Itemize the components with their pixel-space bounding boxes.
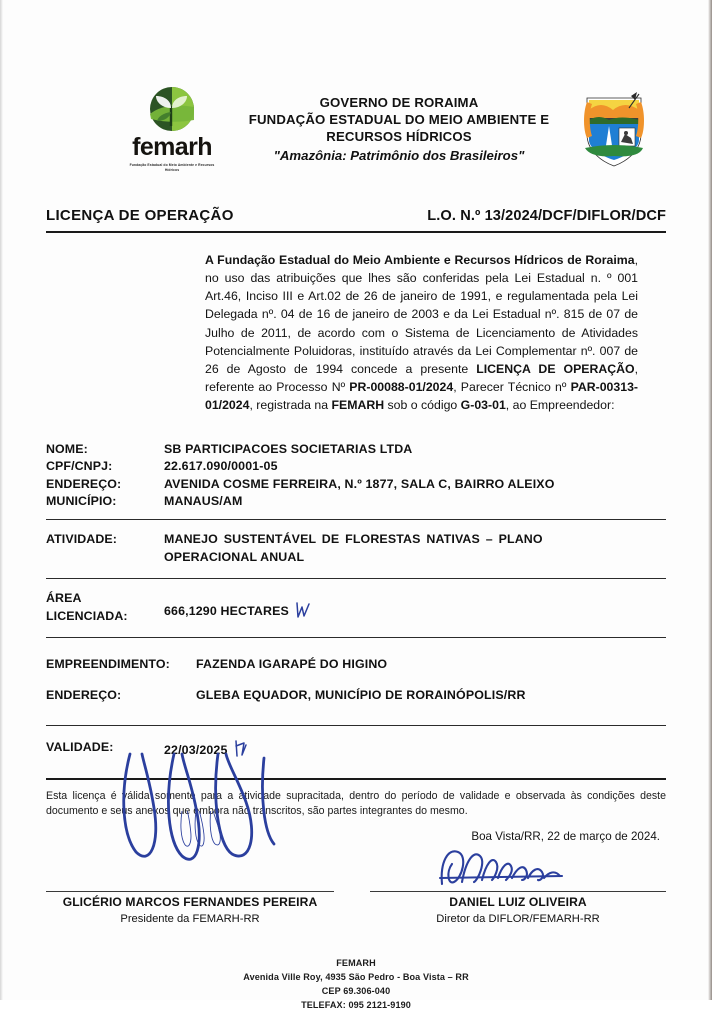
venture-endereco-label: ENDEREÇO: (46, 688, 122, 703)
license-type-label: LICENÇA DE OPERAÇÃO (46, 206, 234, 224)
atividade-label: ATIVIDADE: (46, 532, 117, 546)
intro-process-prefix: , referente ao Processo Nº (205, 362, 639, 395)
intro-opinion-number: PAR-00313-01/2024 (205, 380, 638, 413)
femarh-logo-subtitle: Fundação Estadual do Meio Ambiente e Recursos Hídricos (129, 163, 215, 172)
intro-process-number: PR-00088-01/2024 (349, 380, 454, 395)
nome-label: NOME: (46, 441, 88, 456)
intro-registered-prefix: , registrada na (249, 398, 332, 413)
validade-ink-initial-icon (233, 739, 251, 765)
municipio-value: MANAUS/AM (164, 494, 243, 509)
intro-code-value: G-03-01 (460, 398, 506, 413)
cnpj-value: 22.617.090/0001-05 (164, 459, 278, 474)
director-signature-line (370, 891, 666, 892)
header-title-resources: RECURSOS HÍDRICOS (326, 128, 472, 144)
footer-cep: CEP 69.306-040 (321, 986, 391, 997)
intro-suffix: , ao Empreendedor: (505, 398, 615, 413)
signature-block-president (46, 891, 334, 926)
field-row-municipio (46, 493, 666, 511)
intro-legal-basis: , no uso das atribuições que lhes são conferidas pela Lei Estadual n. º 001 Art.46, Inciso III e Art.02 de 26 de janeiro de 1991, e regulamentada pela Lei Delegada nº. 04 de 16 de janeiro de 2003 e da Lei Estadual nº. 815 de 07 de Julho de 2011, de acordo com o Sistema de Licenciamento de Atividades Potencialmente Poluidoras, instituído através da Lei Complementar nº. 007 de 26 de Agosto de 1994 concede a presente (205, 252, 638, 376)
validity-block (46, 726, 666, 779)
fields-section (46, 415, 666, 779)
area-value-wrapper (164, 600, 666, 626)
disclaimer-wrapper (0, 789, 712, 818)
roraima-coat-of-arms (562, 90, 666, 168)
empreendimento-label: EMPREENDIMENTO: (46, 657, 170, 672)
president-signature-line (46, 891, 334, 892)
nome-value: SB PARTICIPACOES SOCIETARIAS LTDA (164, 441, 413, 456)
president-role: Presidente da FEMARH-RR (120, 912, 260, 925)
intro-foundation-name: A Fundação Estadual do Meio Ambiente e Recursos Hídricos de Roraima (205, 252, 635, 267)
footer-telefax: TELEFAX: 095 2121-9190 (301, 1000, 411, 1011)
intro-license-type: LICENÇA DE OPERAÇÃO (476, 362, 635, 376)
atividade-value (164, 531, 666, 566)
field-row-validade (46, 739, 666, 765)
atividade-value-line-2: OPERACIONAL ANUAL (164, 549, 305, 564)
area-label-line-2: LICENCIADA: (46, 608, 128, 623)
license-number: L.O. N.º 13/2024/DCF/DIFLOR/DCF (427, 207, 666, 224)
intro-code-prefix: sob o código (384, 398, 461, 413)
header-motto: "Amazônia: Patrimônio dos Brasileiros" (273, 147, 525, 163)
field-row-cnpj (46, 458, 666, 476)
header-title-foundation: FUNDAÇÃO ESTADUAL DO MEIO AMBIENTE E (248, 111, 550, 127)
municipio-label: MUNICÍPIO: (46, 494, 117, 509)
field-row-empreendimento (46, 656, 666, 674)
area-ink-initial-icon (294, 600, 314, 626)
document-footer (0, 956, 712, 1012)
intro-opinion-prefix: , Parecer Técnico nº (453, 380, 571, 395)
signature-area (46, 818, 666, 926)
intro-paragraph (205, 251, 638, 415)
footer-address: Avenida Ville Roy, 4935 São Pedro - Boa Vista – RR (243, 972, 469, 983)
header-title-government: GOVERNO DE RORAIMA (319, 95, 479, 111)
director-role: Diretor da DIFLOR/FEMARH-RR (436, 912, 600, 925)
activity-block (46, 520, 666, 578)
endereco-label: ENDEREÇO: (46, 476, 122, 491)
document-header (0, 0, 712, 173)
intro-agency-name: FEMARH (331, 398, 385, 413)
femarh-leaf-icon (145, 86, 199, 134)
president-name: GLICÉRIO MARCOS FERNANDES PEREIRA (62, 895, 318, 910)
venture-block (46, 638, 666, 724)
area-block (46, 579, 666, 637)
cnpj-label: CPF/CNPJ: (46, 459, 113, 474)
validade-label: VALIDADE: (46, 739, 114, 754)
license-title-row (46, 207, 666, 231)
field-row-endereco (46, 476, 666, 494)
signature-date-place: Boa Vista/RR, 22 de março de 2024. (471, 830, 660, 844)
field-row-atividade (46, 531, 666, 566)
entity-block (46, 415, 666, 519)
field-row-nome (46, 441, 666, 459)
disclaimer-text: Esta licença é válida somente para a atividade supracitada, dentro do período de validade e observada às condições deste documento e seus anexos que embora não transcritos, são partes integrantes do mesmo. (46, 790, 666, 817)
validade-value-wrapper (164, 739, 666, 765)
femarh-logo (46, 86, 236, 173)
validade-value: 22/03/2025 (164, 742, 228, 757)
endereco-value: AVENIDA COSME FERREIRA, N.º 1877, SALA C, BAIRRO ALEIXO (164, 476, 555, 491)
director-signature-icon (432, 844, 572, 897)
signature-block-director (370, 891, 666, 926)
empreendimento-value: FAZENDA IGARAPÉ DO HIGINO (196, 657, 388, 672)
footer-agency: FEMARH (336, 958, 376, 969)
area-value: 666,1290 HECTARES (164, 603, 289, 618)
divider-before-disclaimer (46, 778, 666, 780)
area-label (46, 590, 164, 625)
director-name: DANIEL LUIZ OLIVEIRA (449, 895, 587, 910)
femarh-wordmark: femarh (132, 133, 212, 161)
header-titles (236, 95, 562, 164)
field-row-area (46, 590, 666, 625)
atividade-value-line-1: MANEJO SUSTENTÁVEL DE FLORESTAS NATIVAS – PLANO (164, 532, 543, 546)
signature-columns (46, 891, 666, 926)
header-divider (46, 231, 666, 233)
field-row-venture-endereco (46, 687, 666, 705)
area-label-line-1: ÁREA (46, 591, 82, 606)
venture-endereco-value: GLEBA EQUADOR, MUNICÍPIO DE RORAINÓPOLIS/RR (196, 688, 526, 703)
